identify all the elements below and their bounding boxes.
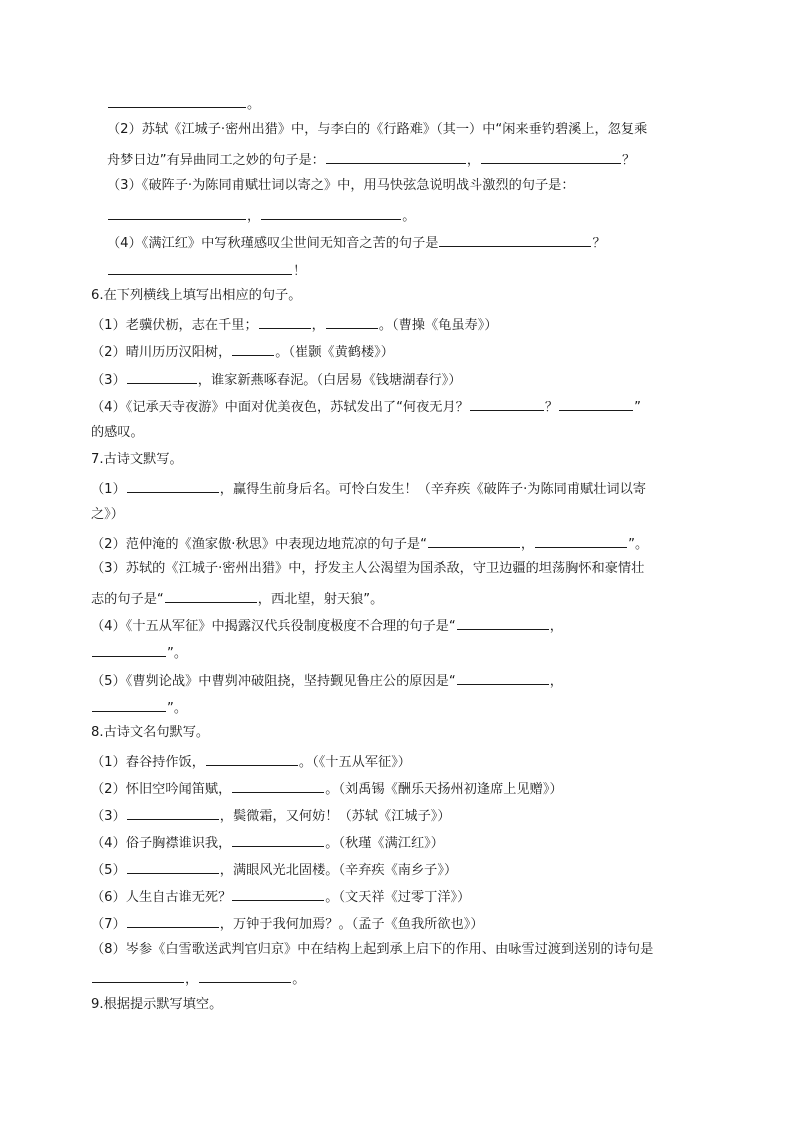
question-line: [91, 805, 451, 826]
question-line: [91, 913, 484, 934]
line-text: ”。: [167, 701, 188, 716]
line-text: （4）《记承天寺夜游》中面对优美夜色，苏轼发出了“何夜无月？: [91, 400, 469, 415]
question-line: [107, 232, 606, 253]
question-line: [91, 560, 644, 578]
fill-in-blank[interactable]: [470, 396, 544, 411]
question-line: [91, 533, 648, 554]
line-text: 6.在下列横线上填写出相应的句子。: [91, 288, 302, 303]
line-text: ，西北望，射天狼”。: [257, 592, 384, 607]
question-line: [91, 341, 394, 362]
line-text: （3）苏轼的《江城子·密州出猎》中，抒发主人公渴望为国杀敌，守卫边疆的坦荡胸怀和豪情壮: [91, 561, 645, 576]
fill-in-blank[interactable]: [326, 149, 466, 164]
fill-in-blank[interactable]: [457, 670, 549, 685]
section-heading: [91, 287, 301, 305]
line-text: ，万钟于我何加焉？。（孟子《鱼我所欲也》）: [219, 917, 484, 932]
line-text: （5）: [91, 863, 126, 878]
fill-in-blank[interactable]: [261, 205, 401, 220]
section-heading: [91, 996, 222, 1014]
answer-line: [91, 642, 187, 663]
line-text: （8）岑参《白雪歌送武判官归京》中在结构上起到承上启下的作用、由咏雪过渡到送别的诗句是: [91, 942, 654, 957]
answer-line: [107, 93, 260, 114]
section-heading: [91, 724, 209, 742]
line-text: ，: [185, 972, 199, 987]
fill-in-blank[interactable]: [92, 697, 166, 712]
line-text: 。（秋瑾《满江红》）: [325, 836, 444, 851]
answer-line: [91, 697, 187, 718]
fill-in-blank[interactable]: [232, 832, 324, 847]
line-text: （3）《破阵子·为陈同甫赋壮词以寄之》中，用马快弦急说明战斗激烈的句子是：: [107, 178, 575, 193]
line-text: 。: [402, 209, 416, 224]
line-text: ”: [634, 400, 641, 415]
line-text: （7）: [91, 917, 126, 932]
fill-in-blank[interactable]: [127, 369, 197, 384]
line-text: （3）: [91, 373, 126, 388]
line-text: 。（刘禹锡《酬乐天扬州初逢席上见赠》）: [325, 782, 563, 797]
fill-in-blank[interactable]: [127, 478, 219, 493]
line-text: （2）晴川历历汉阳树，: [91, 345, 232, 360]
line-text: （4）《满江红》中写秋瑾感叹尘世间无知音之苦的句子是: [107, 236, 439, 251]
line-text: （2）范仲淹的《渔家傲·秋思》中表现边地荒凉的句子是“: [91, 537, 427, 552]
question-line: [91, 424, 144, 442]
question-line: [91, 369, 462, 390]
line-text: ，: [549, 619, 563, 634]
question-line: [91, 751, 411, 772]
question-line: [91, 859, 457, 880]
fill-in-blank[interactable]: [428, 533, 520, 548]
fill-in-blank[interactable]: [92, 642, 166, 657]
fill-in-blank[interactable]: [232, 778, 324, 793]
line-text: 8.古诗文名句默写。: [91, 725, 210, 740]
answer-line: [107, 205, 415, 226]
question-line: [91, 396, 641, 417]
fill-in-blank[interactable]: [165, 588, 257, 603]
question-line: [107, 149, 635, 170]
line-text: ”。: [628, 537, 649, 552]
fill-in-blank[interactable]: [232, 341, 274, 356]
fill-in-blank[interactable]: [535, 533, 627, 548]
fill-in-blank[interactable]: [259, 314, 311, 329]
fill-in-blank[interactable]: [127, 805, 219, 820]
section-heading: [91, 451, 183, 469]
question-line: [91, 615, 563, 636]
line-text: （2）苏轼《江城子·密州出猎》中，与李白的《行路难》（其一）中“闲来垂钓碧溪上，忽复乘: [107, 122, 648, 137]
line-text: （1）: [91, 482, 126, 497]
line-text: （4）俗子胸襟谁识我，: [91, 836, 232, 851]
question-line: [91, 778, 563, 799]
fill-in-blank[interactable]: [108, 260, 292, 275]
line-text: 7.古诗文默写。: [91, 452, 183, 467]
fill-in-blank[interactable]: [232, 886, 324, 901]
line-text: ”。: [167, 646, 188, 661]
line-text: （1）老骥伏枥，志在千里；: [91, 318, 258, 333]
line-text: 。（《十五从军征》）: [298, 755, 411, 770]
line-text: ！: [293, 264, 307, 279]
fill-in-blank[interactable]: [481, 149, 621, 164]
line-text: （3）: [91, 809, 126, 824]
fill-in-blank[interactable]: [457, 615, 549, 630]
fill-in-blank[interactable]: [206, 751, 298, 766]
line-text: ，赢得生前身后名。可怜白发生！（辛弃疾《破阵子·为陈同甫赋壮词以寄: [219, 482, 646, 497]
question-line: [91, 941, 653, 959]
line-text: ，: [247, 209, 261, 224]
question-line: [91, 588, 383, 609]
question-line: [91, 314, 498, 335]
line-text: ？: [544, 400, 559, 415]
line-text: 。: [247, 97, 261, 112]
line-text: 。（崔颢《黄鹤楼》）: [275, 345, 394, 360]
line-text: ，: [311, 318, 325, 333]
line-text: 。（曹操《龟虽寿》）: [378, 318, 498, 333]
line-text: （5）《曹刿论战》中曹刿冲破阻挠，坚持觐见鲁庄公的原因是“: [91, 674, 456, 689]
question-line: [107, 121, 647, 139]
line-text: ，满眼风光北固楼。（辛弃疾《南乡子》）: [219, 863, 458, 878]
question-line: [91, 832, 444, 853]
question-line: [91, 506, 124, 524]
question-line: [107, 177, 575, 195]
question-line: [91, 478, 646, 499]
line-text: 9.根据提示默写填空。: [91, 997, 223, 1012]
fill-in-blank[interactable]: [559, 396, 633, 411]
line-text: （6）人生自古谁无死？: [91, 890, 232, 905]
line-text: （4）《十五从军征》中揭露汉代兵役制度极度不合理的句子是“: [91, 619, 456, 634]
line-text: ，鬓微霜，又何妨！（苏轼《江城子》）: [219, 809, 451, 824]
line-text: 。: [292, 972, 306, 987]
line-text: 舟梦日边”有异曲同工之妙的句子是：: [107, 153, 325, 168]
line-text: （1）舂谷持作饭，: [91, 755, 205, 770]
fill-in-blank[interactable]: [127, 859, 219, 874]
fill-in-blank[interactable]: [108, 205, 246, 220]
fill-in-blank[interactable]: [199, 968, 291, 983]
line-text: ，: [466, 153, 481, 168]
line-text: 之》）: [91, 507, 124, 522]
line-text: 志的句子是“: [91, 592, 164, 607]
answer-line: [91, 968, 305, 989]
answer-line: [107, 260, 306, 281]
fill-in-blank[interactable]: [326, 314, 378, 329]
fill-in-blank[interactable]: [92, 968, 184, 983]
line-text: ？: [592, 236, 606, 251]
question-line: [91, 670, 563, 691]
line-text: ，: [549, 674, 563, 689]
line-text: ，: [520, 537, 535, 552]
question-line: [91, 886, 470, 907]
line-text: 的感叹。: [91, 425, 144, 440]
line-text: （2）怀旧空吟闻笛赋，: [91, 782, 232, 797]
fill-in-blank[interactable]: [127, 913, 219, 928]
line-text: 。（文天祥《过零丁洋》）: [325, 890, 471, 905]
fill-in-blank[interactable]: [108, 93, 246, 108]
line-text: ？: [622, 153, 636, 168]
fill-in-blank[interactable]: [439, 232, 591, 247]
line-text: ，谁家新燕啄春泥。（白居易《钱塘湖春行》）: [197, 373, 462, 388]
